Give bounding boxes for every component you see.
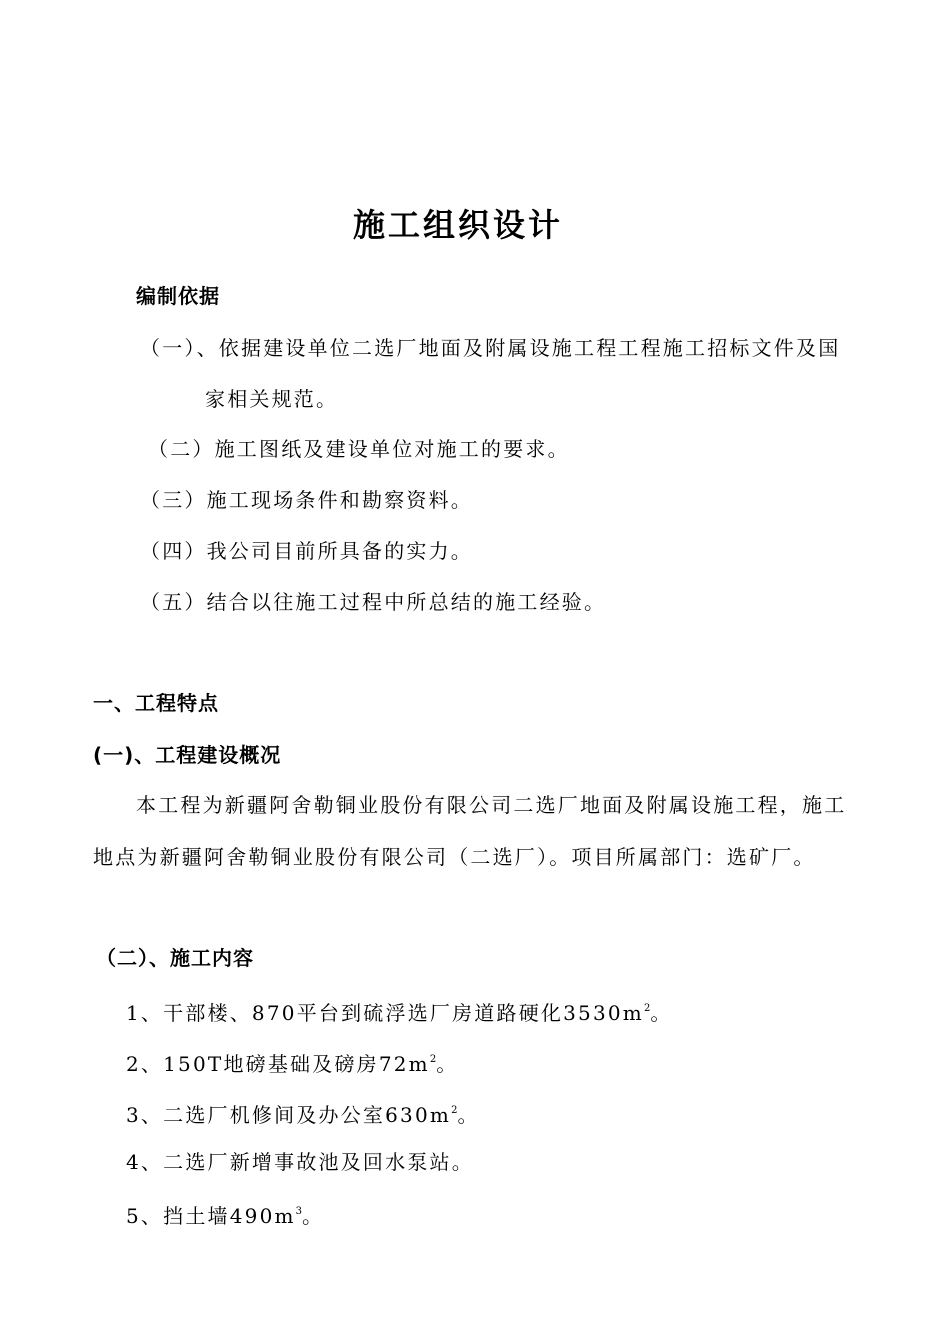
- basis-item-4: （四）我公司目前所具备的实力。: [140, 539, 473, 563]
- basis-item-1-cont: 家相关规范。: [205, 387, 339, 411]
- overview-paragraph-line-1: 本工程为新疆阿舍勒铜业股份有限公司二选厂地面及附属设施工程，施工: [136, 793, 847, 817]
- content-item: 4、二选厂新增事故池及回水泵站。: [126, 1150, 474, 1174]
- subsection-heading-overview: (一)、工程建设概况: [93, 743, 282, 767]
- content-item: 5、挡土墙$490m^3$。: [126, 1204, 325, 1228]
- subsection-heading-content: （二）、施工内容: [96, 946, 254, 970]
- basis-heading: 编制依据: [136, 284, 220, 308]
- section-heading: 一、工程特点: [93, 691, 219, 715]
- basis-item-1: （一）、依据建设单位二选厂地面及附属设施工程工程施工招标文件及国: [140, 336, 841, 360]
- basis-item-3: （三）施工现场条件和勘察资料。: [140, 488, 473, 512]
- content-item: 1、干部楼、870平台到硫浮选厂房道路硬化$3530m^2$。: [126, 1001, 673, 1025]
- basis-item-2: （二）施工图纸及建设单位对施工的要求。: [148, 437, 570, 461]
- basis-item-5: （五）结合以往施工过程中所总结的施工经验。: [140, 590, 607, 614]
- content-item: 2、150T地磅基础及磅房$72m^2$。: [126, 1052, 459, 1076]
- overview-paragraph-line-2: 地点为新疆阿舍勒铜业股份有限公司（二选厂）。项目所属部门：选矿厂。: [93, 845, 816, 869]
- page-title: 施工组织设计: [353, 206, 564, 244]
- content-item: 3、二选厂机修间及办公室$630m^2$。: [126, 1103, 480, 1127]
